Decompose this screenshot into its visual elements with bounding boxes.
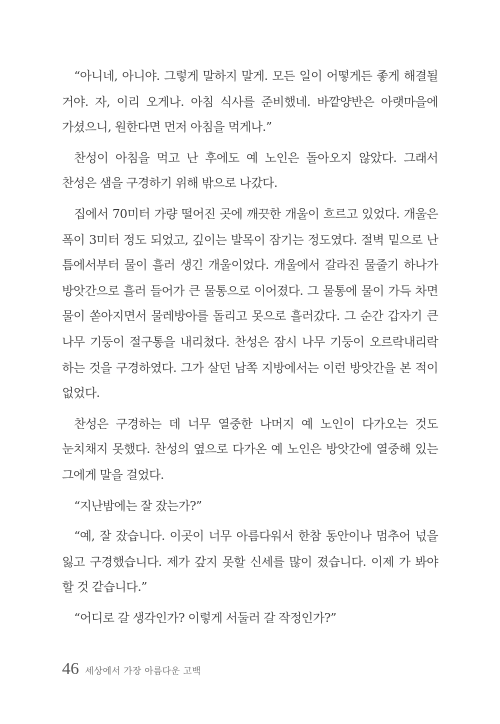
paragraph-2: 찬성이 아침을 먹고 난 후에도 예 노인은 돌아오지 않았다. 그래서 찬성은 샘을 구경하기 위해 밖으로 나갔다. — [62, 150, 438, 191]
page-number: 46 — [62, 659, 79, 678]
paragraph-6: “예, 잘 잤습니다. 이곳이 너무 아름다워서 한참 동안이나 멈추어 넋을 잃고 구경했습니다. 제가 갚지 못할 신세를 많이 졌습니다. 이제 가 봐야 할 것 같습니다.” — [62, 529, 438, 595]
page-footer — [62, 659, 201, 679]
paragraph-4: 찬성은 구경하는 데 너무 열중한 나머지 예 노인이 다가오는 것도 눈치채지 못했다. 찬성의 옆으로 다가온 예 노인은 방앗간에 열중해 있는 그에게 말을 걸었다. — [62, 416, 438, 482]
paragraph-5: “지난밤에는 잘 잤는가?” — [74, 498, 202, 513]
paragraph-1: “아니네, 아니야. 그렇게 말하지 말게. 모든 일이 어떻게든 좋게 해결될 거야. 자, 이리 오게나. 아침 식사를 준비했네. 바깥양반은 아랫마을에 가셨으니, 원한다면 먼저 아침을 먹게나.” — [62, 69, 438, 135]
page-body — [62, 64, 438, 636]
paragraph-3: 집에서 70미터 가량 떨어진 곳에 깨끗한 개울이 흐르고 있었다. 개울은 폭이 3미터 정도 되었고, 깊이는 발목이 잠기는 정도였다. 절벽 밑으로 난 틈에서부터 물이 흘러 생긴 개울이었다. 개울에서 갈라진 물줄기 하나가 방앗간으로 흘러 들어가 큰 물통으로 이어졌다. 그 물통에 물이 가득 차면 물이 쏟아지면서 물레방아를 돌리고 못으로 흘러갔다. 그 순간 갑자기 큰 나무 기둥이 절구통을 내리쳤다. 찬성은 잠시 나무 기둥이 오르락내리락 하는 것을 구경하였다. 그가 살던 남쪽 지방에서는 이런 방앗간을 본 적이 없었다. — [62, 206, 438, 401]
paragraph-7: “어디로 갈 생각인가? 이렇게 서둘러 갈 작정인가?” — [74, 610, 337, 625]
book-title: 세상에서 가장 아름다운 고백 — [85, 667, 201, 677]
